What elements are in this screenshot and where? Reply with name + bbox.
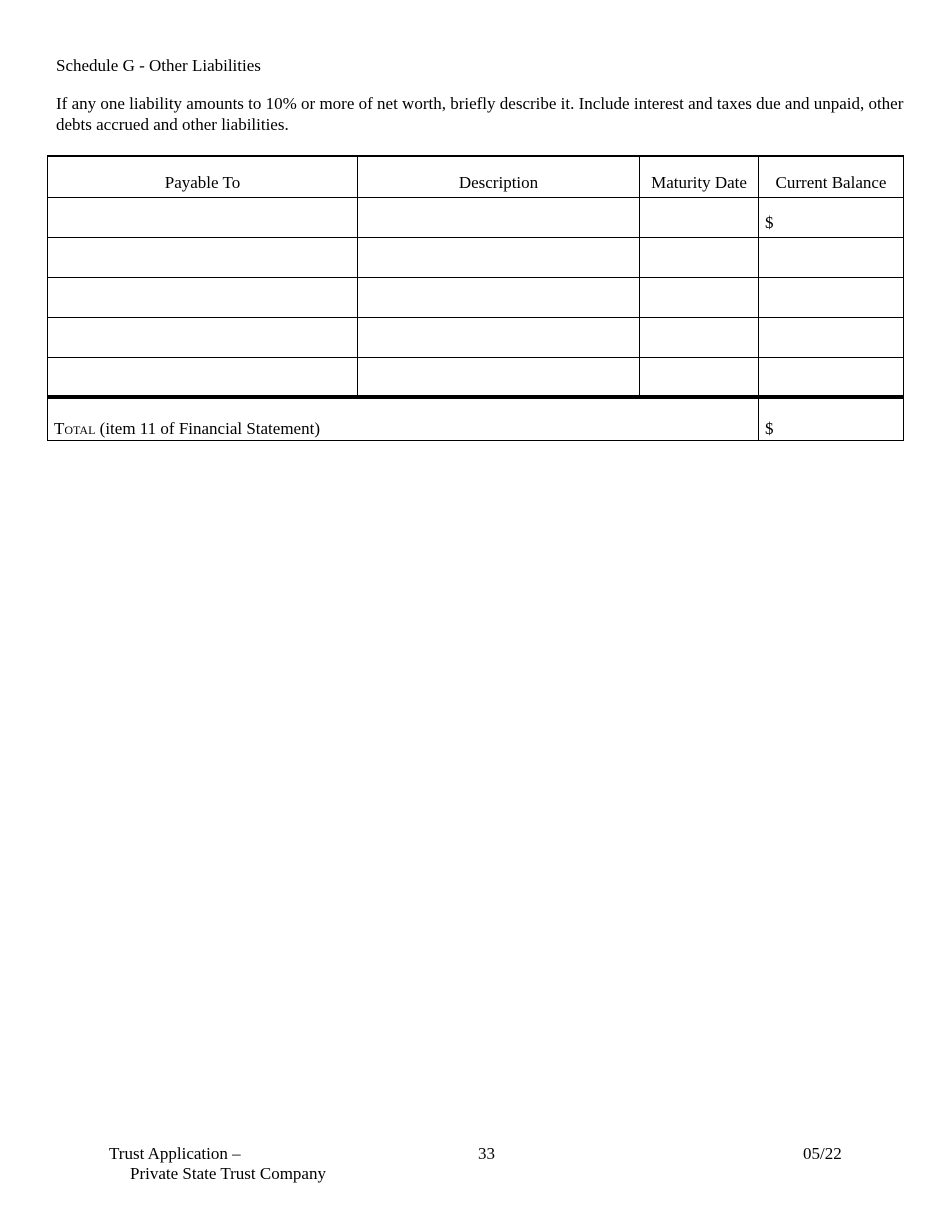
header-description: Description [358,156,640,197]
current-balance-cell[interactable] [759,357,904,397]
description-cell[interactable] [358,357,640,397]
page-title: Schedule G - Other Liabilities [56,56,261,75]
description-cell[interactable] [358,277,640,317]
table-row [48,357,904,397]
table-header-row [48,156,904,197]
header-payable-to: Payable To [48,156,358,197]
total-value-cell[interactable]: $ [759,397,904,440]
maturity-date-cell[interactable] [640,197,759,237]
payable-to-cell[interactable] [48,357,358,397]
current-balance-cell[interactable] [759,317,904,357]
payable-to-cell[interactable] [48,197,358,237]
total-row [48,397,904,440]
table-row [48,317,904,357]
total-label-initial: T [54,418,65,438]
instructions: If any one liability amounts to 10% or more of net worth, briefly describe it. Include interest and taxes due and unpaid, other debts accrued and other liabilities. [56,94,904,134]
maturity-date-cell[interactable] [640,357,759,397]
maturity-date-cell[interactable] [640,277,759,317]
description-cell[interactable] [358,197,640,237]
footer-doc-title: Trust Application – [109,1144,241,1163]
table-row [48,277,904,317]
description-cell[interactable] [358,237,640,277]
header-maturity-date: Maturity Date [640,156,759,197]
header-current-balance: Current Balance [759,156,904,197]
current-balance-cell[interactable]: $ [759,197,904,237]
payable-to-cell[interactable] [48,317,358,357]
page-number: 33 [478,1144,495,1163]
payable-to-cell[interactable] [48,277,358,317]
total-label-smallcaps: otal [64,418,96,438]
maturity-date-cell[interactable] [640,317,759,357]
table-row [48,197,904,237]
total-label [48,397,759,440]
current-balance-cell[interactable] [759,277,904,317]
description-cell[interactable] [358,317,640,357]
payable-to-cell[interactable] [48,237,358,277]
total-label-rest: (item 11 of Financial Statement) [95,418,320,438]
footer-date: 05/22 [803,1144,842,1163]
table-row [48,237,904,277]
footer-doc-subtitle: Private State Trust Company [130,1164,326,1183]
liabilities-table [47,155,904,441]
current-balance-cell[interactable] [759,237,904,277]
maturity-date-cell[interactable] [640,237,759,277]
